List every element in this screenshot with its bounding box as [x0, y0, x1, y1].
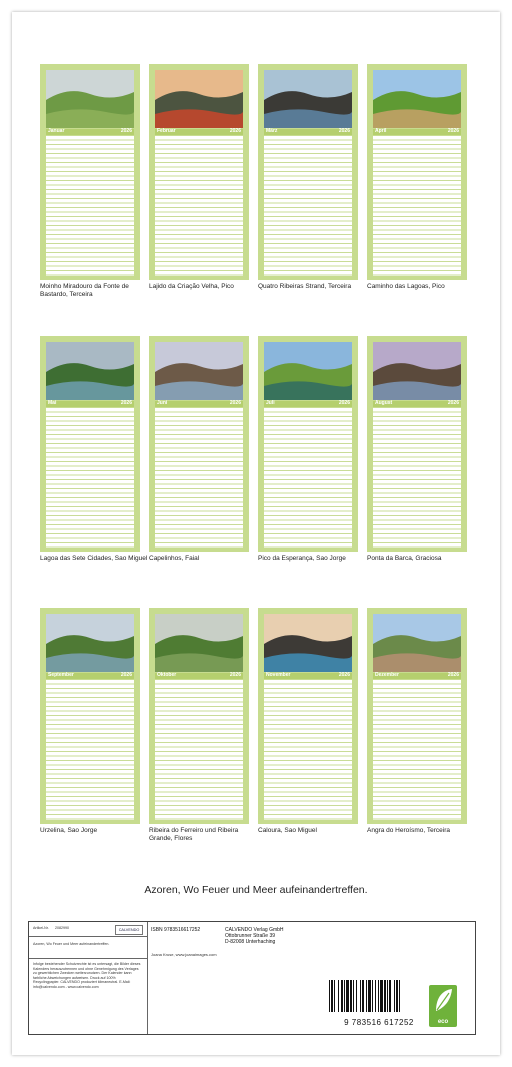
- day-lines: [373, 408, 461, 548]
- month-year: 2026: [229, 672, 241, 678]
- month-frame: [149, 608, 249, 824]
- month-header: [264, 673, 352, 679]
- landscape-photo: [264, 342, 352, 400]
- month-row: [40, 336, 484, 598]
- photo-illustration: [155, 342, 243, 400]
- month-name: Januar: [48, 128, 65, 134]
- month-frame: [258, 608, 358, 824]
- barcode-bar: [375, 980, 376, 1012]
- photo-caption: Ribeira do Ferreiro und Ribeira Grande, Flores: [149, 827, 239, 842]
- photographer-credit: Joana Kruse, www.joanaimages.com: [151, 952, 217, 957]
- month-card: [258, 336, 358, 563]
- photo-illustration: [373, 70, 461, 128]
- month-frame: [40, 608, 140, 824]
- calendar-sheet: [12, 12, 500, 1055]
- publisher-line-1: CALVENDO Verlag GmbH: [225, 927, 284, 933]
- barcode-bar: [331, 980, 333, 1012]
- month-name: November: [266, 672, 291, 678]
- month-name: Juni: [157, 400, 168, 406]
- day-lines: [264, 408, 352, 548]
- month-year: 2026: [447, 128, 459, 134]
- photo-caption: Quatro Ribeiras Strand, Terceira: [258, 283, 352, 290]
- barcode-bar: [399, 980, 400, 1012]
- landscape-photo: [373, 614, 461, 672]
- month-frame: [367, 336, 467, 552]
- barcode-bar: [341, 980, 343, 1012]
- barcode-bar: [344, 980, 345, 1012]
- day-lines: [373, 136, 461, 276]
- month-year: 2026: [120, 672, 132, 678]
- barcode-bar: [394, 980, 395, 1012]
- barcode-bar: [350, 980, 352, 1012]
- photo-caption: Urzelina, Sao Jorge: [40, 827, 98, 834]
- month-frame: [149, 64, 249, 280]
- barcode-bars: [328, 980, 434, 1012]
- photo-caption: Capelinhos, Faial: [149, 555, 200, 562]
- photo-caption: Angra do Heroísmo, Terceira: [367, 827, 450, 834]
- photo-caption: Lagoa das Sete Cidades, Sao Miguel: [40, 555, 148, 562]
- month-header: [155, 401, 243, 407]
- barcode-bar: [389, 980, 391, 1012]
- barcode-bar: [384, 980, 386, 1012]
- landscape-photo: [264, 70, 352, 128]
- publisher-address: [225, 927, 284, 945]
- month-frame: [149, 336, 249, 552]
- month-year: 2026: [120, 128, 132, 134]
- month-row: [40, 608, 484, 870]
- day-lines: [46, 136, 134, 276]
- month-year: 2026: [447, 672, 459, 678]
- month-header: [373, 401, 461, 407]
- landscape-photo: [155, 70, 243, 128]
- month-header: [373, 129, 461, 135]
- month-header: [264, 401, 352, 407]
- eco-badge: [429, 985, 457, 1027]
- month-name: Februar: [157, 128, 176, 134]
- barcode-number: 9 783516 617252: [344, 1018, 414, 1027]
- month-card: [149, 336, 249, 563]
- month-frame: [258, 64, 358, 280]
- photo-illustration: [46, 70, 134, 128]
- calvendo-mini-logo: CALVENDO: [115, 925, 143, 935]
- month-header: [155, 673, 243, 679]
- back-cover-info: [28, 921, 476, 1035]
- barcode-bar: [396, 980, 398, 1012]
- photo-illustration: [46, 614, 134, 672]
- month-card: [40, 336, 148, 563]
- month-year: 2026: [338, 672, 350, 678]
- month-name: Dezember: [375, 672, 399, 678]
- day-lines: [264, 136, 352, 276]
- month-name: September: [48, 672, 74, 678]
- article-number: 2082990: [55, 926, 69, 930]
- landscape-photo: [373, 342, 461, 400]
- photo-illustration: [264, 70, 352, 128]
- month-name: Oktober: [157, 672, 177, 678]
- small-subtitle: Azoren, Wo Feuer und Meer aufeinandertreffen.: [33, 942, 110, 946]
- barcode-bar: [380, 980, 383, 1012]
- barcode: [323, 980, 435, 1027]
- month-name: April: [375, 128, 387, 134]
- month-card: [40, 608, 140, 835]
- month-header: [373, 673, 461, 679]
- landscape-photo: [155, 342, 243, 400]
- barcode-bar: [334, 980, 335, 1012]
- publisher-line-2: Ottobrunner Straße 39: [225, 933, 276, 939]
- photo-illustration: [155, 70, 243, 128]
- month-card: [149, 608, 249, 843]
- barcode-bar: [356, 980, 357, 1012]
- day-lines: [264, 680, 352, 820]
- barcode-bar: [362, 980, 364, 1012]
- barcode-bar: [338, 980, 339, 1012]
- leaf-icon: [429, 985, 457, 1015]
- day-lines: [155, 136, 243, 276]
- month-card: [367, 336, 467, 563]
- landscape-photo: [373, 70, 461, 128]
- month-card: [40, 64, 140, 299]
- photo-caption: Lajido da Criação Velha, Pico: [149, 283, 234, 290]
- photo-caption: Ponta da Barca, Graciosa: [367, 555, 442, 562]
- month-header: [264, 129, 352, 135]
- article-row: [29, 922, 147, 937]
- publisher-line-3: D-82008 Unterhaching: [225, 939, 276, 945]
- photo-illustration: [373, 614, 461, 672]
- month-header: [46, 673, 134, 679]
- article-label: Artikel-Nr.: [33, 926, 49, 930]
- month-header: [155, 129, 243, 135]
- legal-notes: Infolge bestehender Schutzrechte ist es untersagt, die Bilder dieses Kalenders herauszutrennen und ohne Genehmigung des Verlages zu gewerblichen Zwecken weiterzunutzen. Der Kalender kann farbliche Abweichungen aufweisen. Druck auf 100% Recyclingpapier. CALVENDO produziert klimaneutral. E-Mail: info@calvendo.com - www.calvendo.com: [33, 962, 141, 989]
- month-card: [367, 608, 467, 835]
- barcode-bar: [346, 980, 349, 1012]
- photo-caption: Moinho Miradouro da Fonte de Bastardo, Terceira: [40, 283, 129, 298]
- day-lines: [46, 408, 134, 548]
- month-header: [46, 401, 134, 407]
- month-year: 2026: [229, 400, 241, 406]
- month-year: 2026: [229, 128, 241, 134]
- barcode-bar: [366, 980, 367, 1012]
- barcode-bar: [368, 980, 371, 1012]
- month-frame: [258, 336, 358, 552]
- info-column: [29, 922, 148, 1034]
- month-year: 2026: [338, 400, 350, 406]
- month-name: August: [375, 400, 393, 406]
- landscape-photo: [46, 70, 134, 128]
- day-lines: [46, 680, 134, 820]
- landscape-photo: [46, 614, 134, 672]
- month-card: [149, 64, 249, 291]
- month-frame: [367, 64, 467, 280]
- barcode-bar: [372, 980, 373, 1012]
- month-name: Juli: [266, 400, 275, 406]
- barcode-bar: [378, 980, 379, 1012]
- subtitle-row: [29, 936, 147, 959]
- barcode-bar: [360, 980, 361, 1012]
- landscape-photo: [155, 614, 243, 672]
- day-lines: [155, 408, 243, 548]
- month-year: 2026: [120, 400, 132, 406]
- month-card: [258, 608, 358, 835]
- month-name: März: [266, 128, 278, 134]
- photo-caption: Pico da Esperança, Sao Jorge: [258, 555, 346, 562]
- month-frame: [367, 608, 467, 824]
- photo-caption: Caminho das Lagoas, Pico: [367, 283, 445, 290]
- day-lines: [155, 680, 243, 820]
- month-header: [46, 129, 134, 135]
- photo-illustration: [46, 342, 134, 400]
- photo-illustration: [264, 342, 352, 400]
- month-year: 2026: [447, 400, 459, 406]
- photo-illustration: [373, 342, 461, 400]
- isbn: ISBN 9783516617252: [151, 927, 201, 933]
- month-card: [367, 64, 467, 291]
- calendar-title: Azoren, Wo Feuer und Meer aufeinandertreffen.: [144, 884, 368, 896]
- month-year: 2026: [338, 128, 350, 134]
- barcode-bar: [353, 980, 354, 1012]
- barcode-bar: [329, 980, 330, 1012]
- photo-illustration: [264, 614, 352, 672]
- month-name: Mai: [48, 400, 57, 406]
- barcode-bar: [387, 980, 388, 1012]
- eco-label: eco: [437, 1019, 449, 1025]
- photo-caption: Caloura, Sao Miguel: [258, 827, 317, 834]
- day-lines: [373, 680, 461, 820]
- landscape-photo: [46, 342, 134, 400]
- photo-illustration: [155, 614, 243, 672]
- month-row: [40, 64, 484, 326]
- month-frame: [40, 64, 140, 280]
- landscape-photo: [264, 614, 352, 672]
- month-card: [258, 64, 358, 291]
- month-frame: [40, 336, 140, 552]
